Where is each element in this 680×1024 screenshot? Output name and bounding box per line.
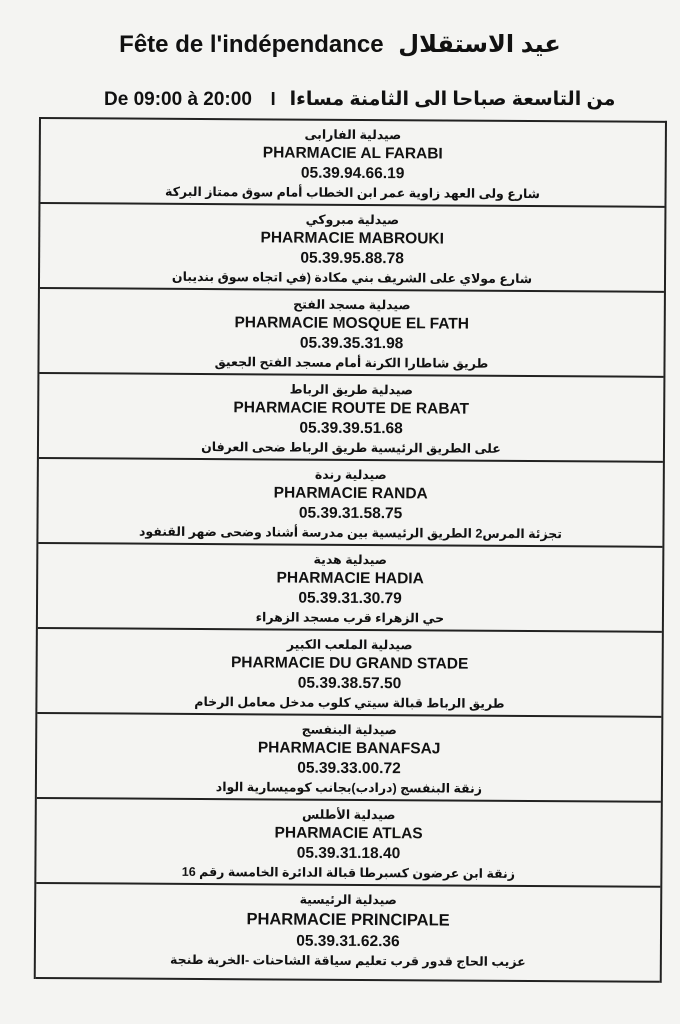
pharmacy-address: شارع مولاي على الشريف بني مكادة (في اتجاه سوق بنديبان [171,269,533,287]
hours-separator: I [270,89,276,109]
pharmacy-table [34,117,667,983]
pharmacy-phone: 05.39.35.31.98 [299,334,404,353]
pharmacy-phone: 05.39.33.00.72 [297,759,401,778]
opening-hours [104,88,616,111]
pharmacy-name-fr: PHARMACIE HADIA [276,569,424,588]
title-fr: Fête de l'indépendance [119,31,384,58]
pharmacy-name-ar: صيدلية طريق الرباط [289,382,414,398]
hours-ar: من التاسعة صباحا الى الثامنة مساءا [289,89,616,110]
pharmacy-name-fr: PHARMACIE BANAFSAJ [257,739,441,758]
pharmacy-name-ar: صيدلية الرئيسية [299,892,397,908]
pharmacy-name-ar: صيدلية الملعب الكبير [286,637,413,653]
pharmacy-name-ar: صيدلية الفارابى [304,127,402,143]
pharmacy-name-ar: صيدلية هدية [313,552,388,568]
pharmacy-row [39,374,664,463]
pharmacy-phone: 05.39.31.30.79 [298,589,402,608]
pharmacy-address: تجزئة المرس2 الطريق الرئيسية بين مدرسة أشناد وضحى ضهر القنفود [138,524,563,542]
pharmacy-phone: 05.39.38.57.50 [297,674,402,693]
pharmacy-name-fr: PHARMACIE PRINCIPALE [246,910,450,930]
pharmacy-phone: 05.39.31.62.36 [296,932,400,951]
pharmacy-address: عزيب الحاج قدور قرب تعليم سياقة الشاحنات -الخربة طنجة [169,952,526,969]
pharmacy-name-fr: PHARMACIE DU GRAND STADE [230,654,469,673]
pharmacy-name-fr: PHARMACIE MABROUKI [260,229,445,248]
pharmacy-name-fr: PHARMACIE AL FARABI [262,144,443,163]
hours-fr: De 09:00 à 20:00 [104,89,252,110]
pharmacy-name-ar: صيدلية الأطلس [301,807,396,823]
pharmacy-name-ar: صيدلية مبروكي [305,212,400,228]
pharmacy-phone: 05.39.39.51.68 [299,419,403,438]
pharmacy-phone: 05.39.95.88.78 [300,249,404,268]
pharmacy-name-fr: PHARMACIE RANDA [273,484,428,503]
pharmacy-row [40,119,665,208]
pharmacy-name-fr: PHARMACIE ROUTE DE RABAT [233,399,470,418]
pharmacy-row [37,629,662,718]
page-title [0,30,680,59]
pharmacy-row [37,714,662,803]
pharmacy-row [36,799,661,888]
pharmacy-phone: 05.39.31.58.75 [298,504,403,523]
pharmacy-phone: 05.39.94.66.19 [300,164,405,183]
pharmacy-address: طريق الرباط قبالة سيتي كلوب مدخل معامل الرخام [194,694,505,711]
pharmacy-row [40,204,665,293]
pharmacy-name-fr: PHARMACIE MOSQUE EL FATH [234,314,470,333]
pharmacy-phone: 05.39.31.18.40 [296,844,401,863]
pharmacy-row [38,544,663,633]
pharmacy-address: على الطريق الرئيسية طريق الرباط ضحى العرفان [201,439,501,456]
pharmacy-row [36,884,661,983]
pharmacy-row [38,459,663,548]
pharmacy-address: زنقة ابن عرضون كسبرطا قبالة الدائرة الخامسة رقم 16 [181,864,515,881]
pharmacy-name-ar: صيدلية رندة [314,467,387,483]
pharmacy-address: طريق شاطارا الكرنة أمام مسجد الفتح الجعيق [214,355,489,371]
pharmacy-row [39,289,664,378]
pharmacy-name-ar: صيدلية مسجد الفتح [293,297,411,313]
pharmacy-address: شارع ولى العهد زاوية عمر ابن الخطاب أمام سوق ممتاز البركة [165,184,541,202]
pharmacy-name-ar: صيدلية البنفسج [301,722,397,738]
pharmacy-address: زنقة البنفسج (درادب)بجانب كوميسارية الواد [215,780,483,796]
title-ar: عيد الاستقلال [398,31,561,58]
pharmacy-name-fr: PHARMACIE ATLAS [274,824,423,843]
pharmacy-address: حي الزهراء قرب مسجد الزهراء [255,610,445,626]
